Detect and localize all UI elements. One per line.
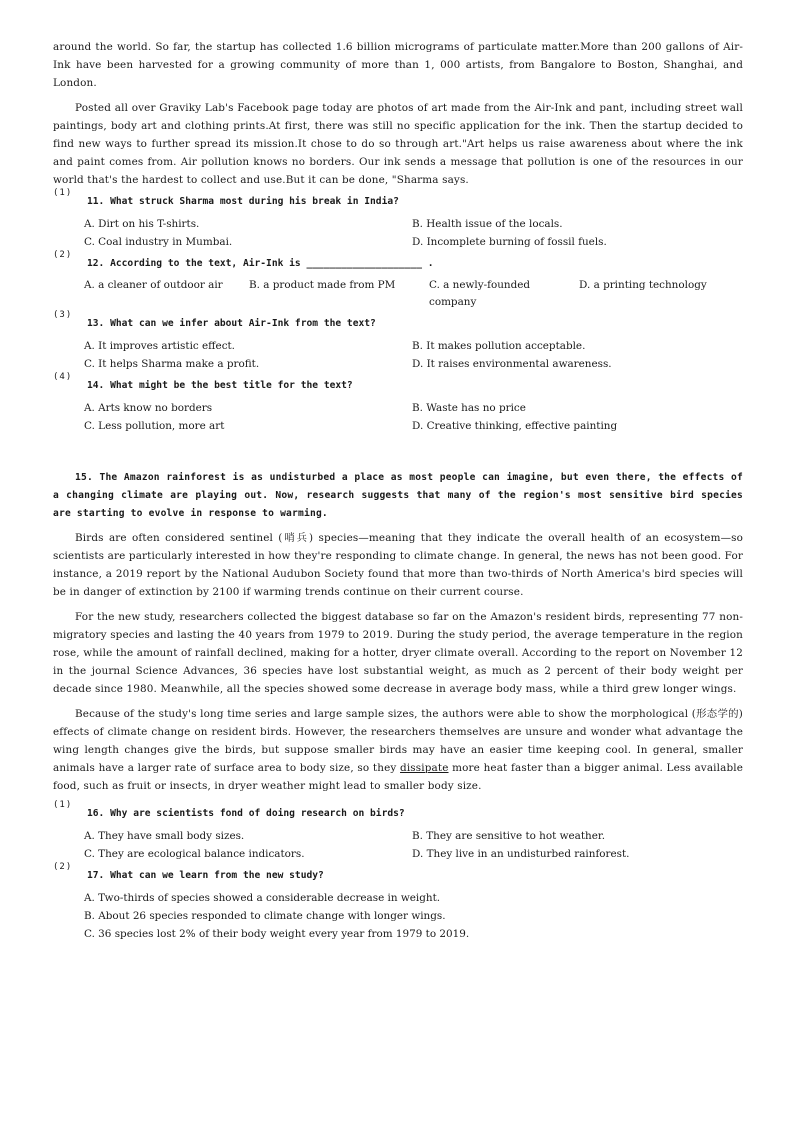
option-d[interactable]: D. It raises environmental awareness. — [412, 358, 612, 370]
question-stem: 11. What struck Sharma most during his break in India? — [87, 196, 399, 207]
option-c[interactable]: C. 36 species lost 2% of their body weight every year from 1979 to 2019. — [84, 928, 470, 940]
question-marker: (1) — [53, 188, 73, 198]
option-d[interactable]: D. a printing technology — [579, 279, 707, 291]
question-stem: 13. What can we infer about Air-Ink from the text? — [87, 318, 376, 329]
option-a[interactable]: A. a cleaner of outdoor air — [84, 279, 223, 291]
options-grid — [53, 827, 743, 863]
passage1-last-paragraph: Posted all over Graviky Lab's Facebook page today are photos of art made from the Air-Ink and pant, including street wall paintings, body art and clothing prints.At first, there was still no specific application for the ink. Then the startup decided to find new ways to further spread its mission.It chose to do so through art."Art helps us raise awareness about where the ink and paint comes from. Air pollution knows no borders. Our ink sends a message that pollution is one of the resources in our world that's the hardest to collect and use.But it can be done, "Sharma says. — [53, 102, 743, 186]
question-14 — [53, 372, 743, 395]
question-16 — [53, 800, 743, 823]
option-b[interactable]: B. Health issue of the locals. — [412, 218, 563, 230]
passage2-paragraph-1: Birds are often considered sentinel (哨兵) species—meaning that they indicate the overall health of an ecosystem—so scientists are particularly interested in how they're responding to climate change. In general, the news has not been good. For instance, a 2019 report by the National Audubon Society found that more than two-thirds of North America's bird species will be in danger of extinction by 2100 if warming trends continue on their current course. — [53, 532, 743, 598]
option-a[interactable]: A. Arts know no borders — [84, 402, 213, 414]
passage2-heading: 15. The Amazon rainforest is as undisturbed a place as most people can imagine, but even there, the effects of a changing climate are playing out. Now, research suggests that many of the region's most sensitive bird species are starting to evolve in response to warming. — [53, 472, 743, 519]
option-a[interactable]: A. Two-thirds of species showed a considerable decrease in weight. — [84, 892, 441, 904]
question-stem: 14. What might be the best title for the text? — [87, 380, 353, 391]
option-d[interactable]: D. They live in an undisturbed rainforest. — [412, 848, 630, 860]
document-page — [53, 38, 743, 943]
option-c[interactable]: C. They are ecological balance indicators. — [84, 848, 305, 860]
option-c[interactable]: C. It helps Sharma make a profit. — [84, 358, 260, 370]
question-13 — [53, 310, 743, 333]
question-marker: (2) — [53, 250, 73, 260]
options-grid — [53, 337, 743, 373]
question-marker: (4) — [53, 372, 73, 382]
passage2-paragraph-3 — [53, 705, 743, 795]
option-c[interactable]: C. Less pollution, more art — [84, 420, 225, 432]
option-d[interactable]: D. Creative thinking, effective painting — [412, 420, 618, 432]
option-d[interactable]: D. Incomplete burning of fossil fuels. — [412, 236, 607, 248]
question-17 — [53, 862, 743, 885]
question-marker: (3) — [53, 310, 73, 320]
question-marker: (2) — [53, 862, 73, 872]
question-marker: (1) — [53, 800, 73, 810]
option-c[interactable]: C. Coal industry in Mumbai. — [84, 236, 233, 248]
question-stem: 12. According to the text, Air-Ink is ____________________ . — [87, 258, 434, 269]
option-c[interactable]: C. a newly-founded company — [429, 279, 531, 308]
passage2-paragraph-2: For the new study, researchers collected the biggest database so far on the Amazon's resident birds, representing 77 non-migratory species and lasting the 40 years from 1979 to 2019. During the study period, the average temperature in the region rose, while the amount of rainfall declined, making for a hotter, dryer climate overall. According to the report on November 12 in the journal Science Advances, 36 species have lost substantial weight, as much as 2 percent of their body weight per decade since 1980. Meanwhile, all the species showed some decrease in average body mass, while a third grew longer wings. — [53, 611, 743, 695]
passage1-continuation: around the world. So far, the startup has collected 1.6 billion micrograms of particulate matter.More than 200 gallons of Air-Ink have been harvested for a growing community of more than 1, 000 artists, from Bangalore to Boston, Shanghai, and London. — [53, 41, 743, 89]
options-grid — [53, 277, 743, 311]
paragraph-3-text-b: more heat faster than a bigger animal. Less available food, such as fruit or insects, in dryer weather might lead to smaller body size. — [53, 762, 744, 792]
options-grid — [53, 399, 743, 435]
options-grid — [53, 215, 743, 251]
option-a[interactable]: A. Dirt on his T-shirts. — [84, 218, 200, 230]
option-b[interactable]: B. Waste has no price — [412, 402, 526, 414]
option-a[interactable]: A. They have small body sizes. — [84, 830, 245, 842]
option-b[interactable]: B. It makes pollution acceptable. — [412, 340, 586, 352]
underlined-word: dissipate — [400, 762, 449, 774]
paragraph-3-text-a: Because of the study's long time series and large sample sizes, the authors were able to show the morphological (形态学的) effects of climate change on resident birds. However, the researchers themselves are unsure and wonder what advantage the wing length changes give the birds, but suppose smaller birds may have an easier time keeping cool. In general, smaller animals have a larger rate of surface area to body size, so they — [53, 708, 743, 774]
question-stem: 16. Why are scientists fond of doing research on birds? — [87, 808, 405, 819]
question-11 — [53, 188, 743, 211]
question-12 — [53, 250, 743, 273]
option-a[interactable]: A. It improves artistic effect. — [84, 340, 235, 352]
option-b[interactable]: B. They are sensitive to hot weather. — [412, 830, 605, 842]
options-list — [53, 889, 743, 943]
option-b[interactable]: B. About 26 species responded to climate change with longer wings. — [84, 910, 446, 922]
question-stem: 17. What can we learn from the new study? — [87, 870, 324, 881]
option-b[interactable]: B. a product made from PM — [249, 279, 396, 291]
